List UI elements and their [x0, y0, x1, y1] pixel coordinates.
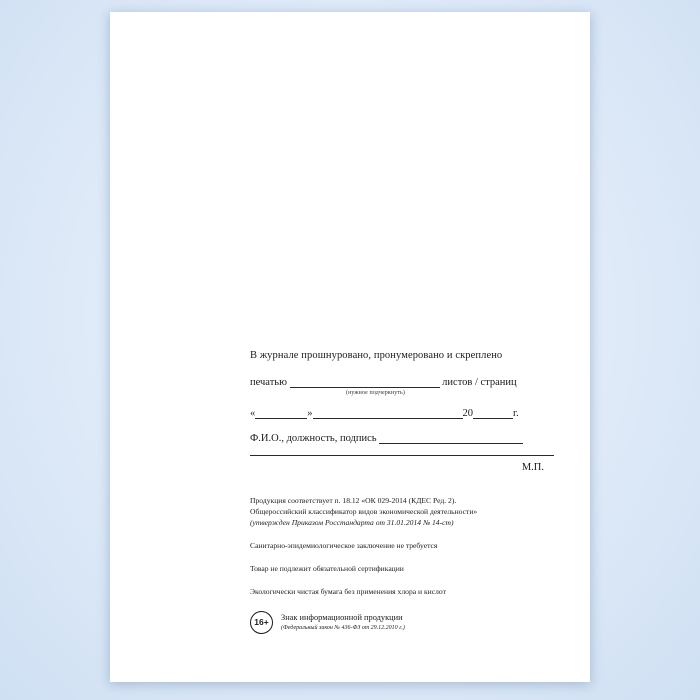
legal-line-2: Общероссийский классификатор видов экономической деятельности» [250, 507, 478, 516]
page-content [110, 12, 590, 682]
date-open-quote: « [250, 408, 256, 419]
legal-line-4: Санитарно-эпидемиологическое заключение не требуется [250, 541, 438, 550]
fio-label: Ф.И.О., должность, подпись [250, 433, 377, 444]
certification-block [250, 350, 554, 634]
fio-blank-second-line[interactable] [250, 454, 554, 456]
sheets-count-blank[interactable] [290, 377, 440, 388]
legal-line-5: Товар не подлежит обязательной сертификации [250, 564, 404, 573]
legal-line-3: (утвержден Приказом Росстандарта от 31.01.2014 № 14-ст) [250, 518, 454, 527]
age-rating-text [281, 612, 405, 633]
cert-intro-text: В журнале прошнуровано, пронумеровано и скреплено [250, 350, 503, 361]
sheets-label: листов / страниц [442, 377, 517, 388]
legal-notes [250, 495, 554, 634]
seal-label: печатью [250, 377, 287, 388]
age-rating-row [250, 611, 554, 634]
year-blank[interactable] [473, 408, 513, 419]
seal-sheets-row [250, 377, 554, 388]
fio-row [250, 433, 554, 444]
month-blank[interactable] [313, 408, 463, 419]
date-row [250, 408, 554, 419]
sheets-hint: (нужное подчеркнуть) [346, 390, 405, 396]
age-rating-law: (Федеральный закон № 436-ФЗ от 29.12.2010 г.) [281, 625, 405, 632]
legal-line-1: Продукция соответствует п. 18.12 «ОК 029-2014 (КДЕС Ред. 2). [250, 496, 457, 505]
day-blank[interactable] [255, 408, 307, 419]
age-rating-icon: 16+ [250, 611, 273, 634]
seal-mark: М.П. [521, 462, 544, 473]
year-prefix: 20 [462, 408, 473, 419]
fio-blank[interactable] [379, 433, 523, 444]
age-rating-title: Знак информационной продукции [281, 613, 403, 623]
date-close-quote: » [307, 408, 313, 419]
year-suffix: г. [513, 408, 519, 419]
legal-line-6: Экологически чистая бумага без применения хлора и кислот [250, 587, 446, 596]
document-page [110, 12, 590, 682]
